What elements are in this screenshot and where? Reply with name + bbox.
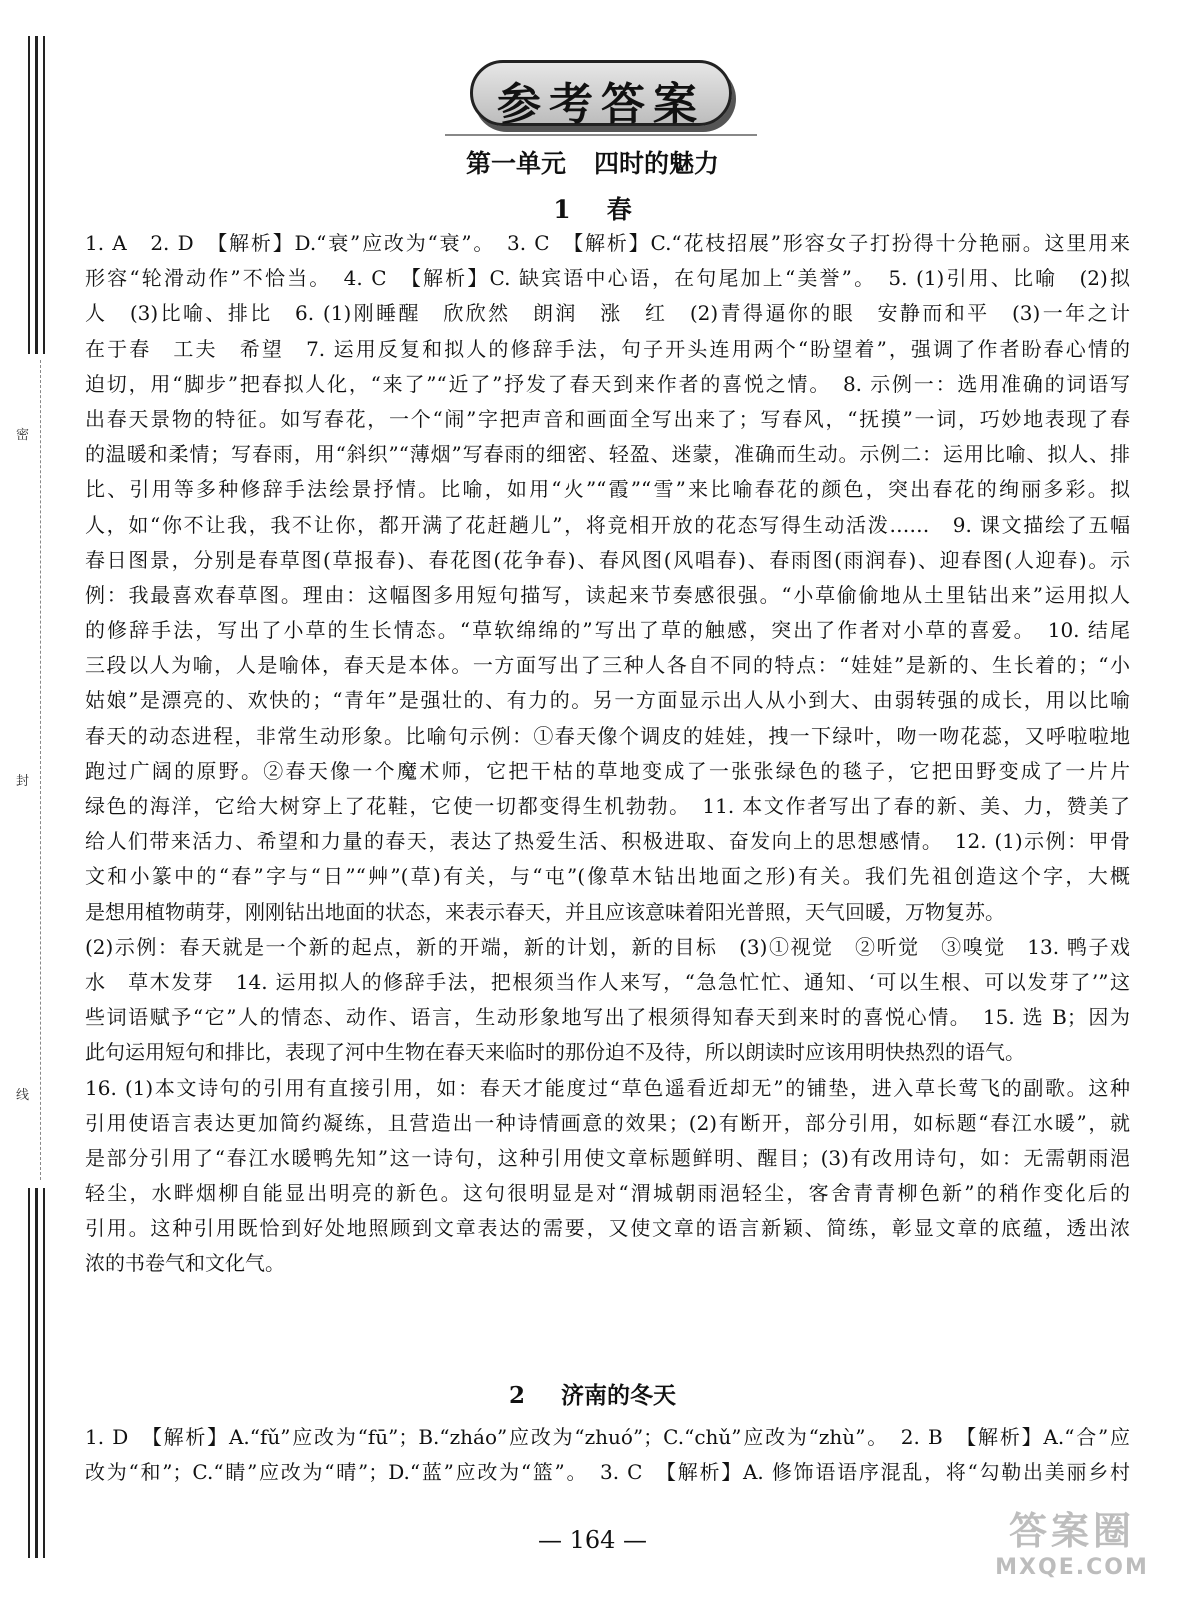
unit-name: 四时的魅力 <box>594 149 720 178</box>
answer-line: 迫切，用“脚步”把春拟人化，“来了”“近了”抒发了春天到来作者的喜悦之情。 8. 示例一：选用准确的词语写 <box>85 371 1130 396</box>
lesson-name: 春 <box>606 195 632 224</box>
answer-line: 改为“和”；C.“睛”应改为“晴”；D.“蓝”应改为“篮”。 3. C 【解析】A. 修饰语语序混乱，将“勾勒出美丽乡村 <box>85 1460 1130 1485</box>
answer-line: 在于春 工夫 希望 7. 运用反复和拟人的修辞手法，句子开头连用两个“盼望着”，强调了作者盼春心情的 <box>85 336 1130 361</box>
answer-line: 绿色的海洋，它给大树穿上了花鞋，它使一切都变得生机勃勃。 11. 本文作者写出了春的新、美、力，赞美了 <box>85 794 1130 818</box>
site-watermark <box>977 1508 1167 1592</box>
answer-line: 1. D 【解析】A.“fǔ”应改为“fū”；B.“zháo”应改为“zhuó”；C.“chǔ”应改为“zhù”。 2. B 【解析】A.“合”应 <box>85 1425 1130 1449</box>
answer-line: 跑过广阔的原野。②春天像一个魔术师，它把干枯的草地变成了一张张绿色的毯子，它把田野变成了一片片 <box>85 758 1130 783</box>
answer-line: 是部分引用了“春江水暖鸭先知”这一诗句，这种引用使文章标题鲜明、醒目；(3)有改用诗句，如：无需朝雨浥 <box>85 1145 1130 1170</box>
answer-line: 16. (1)本文诗句的引用有直接引用，如：春天才能度过“草色遥看近却无”的铺垫，进入草长莺飞的副歌。这种 <box>85 1075 1130 1100</box>
answer-line: 春日图景，分别是春草图(草报春)、春花图(花争春)、春风图(风唱春)、春雨图(雨润春)、迎春图(人迎春)。示 <box>85 547 1130 572</box>
lesson-name: 济南的冬天 <box>561 1382 676 1409</box>
watermark-logo-text: 答案圈 <box>1008 1509 1135 1553</box>
answer-line: 出春天景物的特征。如写春花，一个“闹”字把声音和画面全写出来了；写春风，“抚摸”一词，巧妙地表现了春 <box>85 406 1130 431</box>
answer-line: 引用使语言表达更加简约凝练，且营造出一种诗情画意的效果；(2)有断开，部分引用，如标题“春江水暖”，就 <box>85 1110 1130 1135</box>
binding-label: 密 <box>16 428 30 443</box>
lesson-1-answers <box>85 226 1130 1282</box>
lesson-number: 2 <box>508 1382 525 1409</box>
banner-divider <box>445 134 757 136</box>
unit-number: 第一单元 <box>465 149 566 178</box>
answer-line: 人，如“你不让我，我不让你，都开满了花赶趟儿”，将竞相开放的花态写得生动活泼…… 9. 课文描绘了五幅 <box>85 512 1130 537</box>
binding-label: 线 <box>16 1088 30 1103</box>
binding-rule <box>43 1188 45 1558</box>
banner-title: 参考答案 <box>497 79 705 130</box>
binding-rule <box>28 1188 30 1558</box>
answer-line: 1. A 2. D 【解析】D.“衰”应改为“衰”。 3. C 【解析】C.“花枝招展”形容女子打扮得十分艳丽。这里用来 <box>85 231 1130 255</box>
answer-line: 是想用植物萌芽，刚刚钻出地面的状态，来表示春天，并且应该意味着阳光普照，天气回暖，万物复苏。 <box>85 899 1005 924</box>
binding-dashed-rule <box>40 360 41 1180</box>
lesson-number: 1 <box>553 195 571 224</box>
binding-label: 封 <box>16 774 30 789</box>
page-number: — 164 — <box>537 1526 648 1554</box>
answer-line: 比、引用等多种修辞手法绘景抒情。比喻，如用“火”“霞”“雪”来比喻春花的颜色，突出春花的绚丽多彩。拟 <box>85 477 1130 502</box>
answer-line: 引用。这种引用既恰到好处地照顾到文章表达的需要，又使文章的语言新颖、简练，彰显文章的底蕴，透出浓 <box>85 1216 1130 1241</box>
answer-line: 例：我最喜欢春草图。理由：这幅图多用短句描写，读起来节奏感很强。“小草偷偷地从土里钻出来”运用拟人 <box>85 582 1130 607</box>
lesson-1-title <box>0 190 1185 226</box>
answer-key-banner <box>470 60 732 130</box>
answer-line: 春天的动态进程，非常生动形象。比喻句示例：①春天像个调皮的娃娃，拽一下绿叶，吻一吻花蕊，又呼啦啦地 <box>85 723 1130 748</box>
answer-line: 三段以人为喻，人是喻体，春天是本体。一方面写出了三种人各自不同的特点：“娃娃”是新的、生长着的；“小 <box>85 653 1130 678</box>
answer-line: 的温暖和柔情；写春雨，用“斜织”“薄烟”写春雨的细密、轻盈、迷蒙，准确而生动。示例二：运用比喻、拟人、排 <box>85 442 1130 467</box>
answer-line: 轻尘，水畔烟柳自能显出明亮的新色。这句很明显是对“渭城朝雨浥轻尘，客舍青青柳色新”的稍作变化后的 <box>85 1181 1130 1206</box>
answer-line: 浓的书卷气和文化气。 <box>85 1251 285 1276</box>
answer-line: 姑娘”是漂亮的、欢快的；“青年”是强壮的、有力的。另一方面显示出人从小到大、由弱转强的成长，用以比喻 <box>85 688 1130 713</box>
answer-line: 此句运用短句和排比，表现了河中生物在春天来临时的那份迫不及待，所以朗读时应该用明快热烈的语气。 <box>85 1040 1025 1065</box>
watermark-url: MXQE.COM <box>995 1555 1149 1580</box>
lesson-2-answers <box>85 1420 1130 1490</box>
binding-margin <box>0 0 70 1600</box>
answer-line: 水 草木发芽 14. 运用拟人的修辞手法，把根须当作人来写，“急急忙忙、通知、‘可以生根、可以发芽了’”这 <box>85 969 1130 994</box>
answer-line: 给人们带来活力、希望和力量的春天，表达了热爱生活、积极进取、奋发向上的思想感情。 12. (1)示例：甲骨 <box>85 829 1130 854</box>
answer-line: 人 (3)比喻、排比 6. (1)刚睡醒 欣欣然 朗润 涨 红 (2)青得逼你的眼 安静而和平 (3)一年之计 <box>85 301 1130 326</box>
unit-title <box>0 144 1185 180</box>
binding-rule <box>35 1188 38 1558</box>
answer-line: 形容“轮滑动作”不恰当。 4. C 【解析】C. 缺宾语中心语，在句尾加上“美誉”。 5. (1)引用、比喻 (2)拟 <box>85 266 1130 291</box>
answer-line: 些词语赋予“它”人的情态、动作、语言，生动形象地写出了根须得知春天到来时的喜悦心情。 15. 选 B；因为 <box>85 1005 1130 1030</box>
answer-line: 文和小篆中的“春”字与“日”“艸”(草)有关，与“屯”(像草木钻出地面之形)有关。我们先祖创造这个字，大概 <box>85 864 1130 889</box>
answer-line: 的修辞手法，写出了小草的生长情态。“草软绵绵的”写出了草的触感，突出了作者对小草的喜爱。 10. 结尾 <box>85 618 1130 643</box>
answer-line: (2)示例：春天就是一个新的起点，新的开端，新的计划，新的目标 (3)①视觉 ②听觉 ③嗅觉 13. 鸭子戏 <box>85 934 1130 959</box>
lesson-2-title <box>0 1377 1185 1410</box>
